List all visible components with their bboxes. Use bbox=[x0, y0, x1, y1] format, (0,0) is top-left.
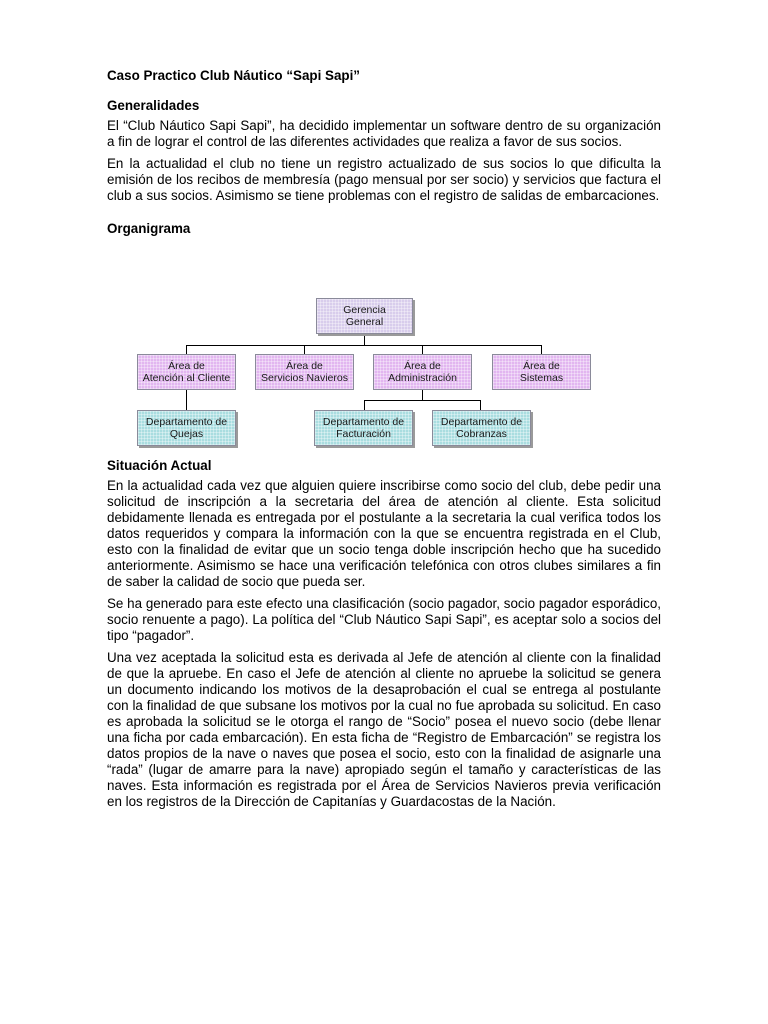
paragraph-situacion-2: Se ha generado para este efecto una clasificación (socio pagador, socio pagador esporádico, socio renuente a pago). La política del “Club Náutico Sapi Sapi”, es aceptar solo a socios del tipo “pagador”. bbox=[107, 596, 661, 643]
org-box-line2: Cobranzas bbox=[456, 428, 507, 440]
org-box-line1: Área de bbox=[404, 360, 441, 372]
paragraph-situacion-3: Una vez aceptada la solicitud esta es derivada al Jefe de atención al cliente con la finalidad de que la apruebe. En caso el Jefe de atención al cliente no apruebe la solicitud se genera un documento indicando los motivos de la desaprobación el cual se entrega al postulante con la finalidad de que subsane los motivos por la cual no fue aprobada su solicitud. En caso es aprobada la solicitud se le otorga el rango de “Socio” posea el nuevo socio (debe llenar una ficha por cada embarcación). En esta ficha de “Registro de Embarcación” se registra los datos propios de la nave o naves que posea el socio, esto con la finalidad de asignarle una “rada” (lugar de amarre para la nave) apropiado según el tamaño y características de las naves. Esta información es registrada por el Área de Servicios Navieros previa verificación en los registros de la Dirección de Capitanías y Guardacostas de la Nación. bbox=[107, 650, 661, 809]
document-page bbox=[107, 68, 661, 816]
org-box-line2: Administración bbox=[388, 372, 457, 384]
org-box-line1: Área de bbox=[523, 360, 560, 372]
org-box-line1: Área de bbox=[286, 360, 323, 372]
org-box-line2: Atención al Cliente bbox=[142, 372, 231, 384]
org-box-line2: Quejas bbox=[169, 428, 204, 440]
org-box-line2: General bbox=[345, 316, 384, 328]
org-box-line1: Departamento de bbox=[145, 416, 228, 428]
heading-generalidades: Generalidades bbox=[107, 98, 200, 113]
heading-situacion-actual: Situación Actual bbox=[107, 458, 212, 473]
paragraph-generalidades-1: El “Club Náutico Sapi Sapi”, ha decidido implementar un software dentro de su organización a fin de lograr el control de las diferentes actividades que realiza a favor de sus socios. bbox=[107, 118, 661, 149]
org-box-line1: Área de bbox=[168, 360, 205, 372]
org-box-line2: Servicios Navieros bbox=[261, 372, 348, 384]
org-chart-area bbox=[107, 241, 661, 458]
org-box-line1: Departamento de bbox=[440, 416, 523, 428]
org-box-line2: Facturación bbox=[336, 428, 391, 440]
paragraph-situacion-1: En la actualidad cada vez que alguien quiere inscribirse como socio del club, debe pedir una solicitud de inscripción a la secretaria del área de atención al cliente. Esta solicitud debidamente llenada es entregada por el postulante a la secretaria la cual verifica todos los datos requeridos y compara la información con la que se encuentra registrada en el Club, esto con la finalidad de evitar que un socio tenga doble inscripción hecho que ha sucedido anteriormente. Asimismo se hace una verificación telefónica con otros clubes similares a fin de saber la calidad de socio que pueda ser. bbox=[107, 478, 661, 589]
document-title: Caso Practico Club Náutico “Sapi Sapi” bbox=[107, 68, 360, 83]
heading-organigrama: Organigrama bbox=[107, 221, 191, 236]
org-box-line1: Departamento de bbox=[322, 416, 405, 428]
paragraph-generalidades-2: En la actualidad el club no tiene un registro actualizado de sus socios lo que dificulta la emisión de los recibos de membresía (pago mensual por ser socio) y servicios que factura el club a sus socios. Asimismo se tiene problemas con el registro de salidas de embarcaciones. bbox=[107, 156, 661, 203]
org-box-line2: Sistemas bbox=[519, 372, 564, 384]
org-box-line1: Gerencia bbox=[343, 304, 386, 316]
